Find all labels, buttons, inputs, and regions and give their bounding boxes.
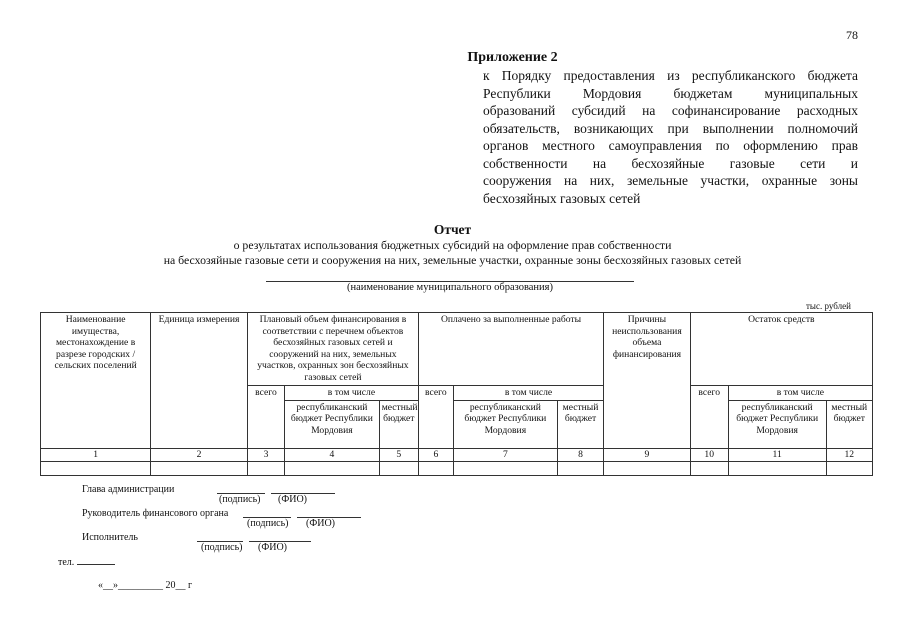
report-subtitle: о результатах использования бюджетных субсидий на оформление прав собственности xyxy=(233,238,672,252)
appendix-line: Республики Мордовия бюджетам муниципальных xyxy=(483,85,858,101)
header-rep-budget: республиканский бюджет Республики Мордовия xyxy=(728,400,826,448)
column-number: 8 xyxy=(557,448,603,461)
column-number: 2 xyxy=(151,448,248,461)
appendix-line: собственности на бесхозяйные газовые сети и xyxy=(483,155,858,171)
column-number: 5 xyxy=(379,448,418,461)
appendix-line: бесхозяйных газовых сетей xyxy=(483,190,641,206)
header-rep-budget: республиканский бюджет Республики Мордовия xyxy=(453,400,557,448)
header-remainder: Остаток средств xyxy=(690,313,872,386)
report-subtitle: на бесхозяйные газовые сети и сооружения на них, земельные участки, охранные зоны бесхозяйных газовых сетей xyxy=(163,253,742,267)
column-number: 12 xyxy=(826,448,872,461)
column-number: 1 xyxy=(41,448,151,461)
column-number: 9 xyxy=(604,448,690,461)
phone-label: тел. xyxy=(58,557,115,568)
appendix-line: образований субсидий на софинансирование расходных xyxy=(483,103,858,118)
header-unit: Единица измерения xyxy=(151,313,248,449)
header-total: всего xyxy=(418,386,453,449)
finance-head-label: Руководитель финансового органа xyxy=(82,508,229,519)
header-local-budget: местный бюджет xyxy=(557,400,603,448)
column-number: 10 xyxy=(690,448,728,461)
header-total: всего xyxy=(690,386,728,449)
header-including: в том числе xyxy=(453,386,603,401)
header-rep-budget: республиканский бюджет Республики Мордовия xyxy=(285,400,380,448)
table-row xyxy=(41,461,873,475)
header-including: в том числе xyxy=(285,386,419,401)
head-label: Глава администрации xyxy=(82,484,175,495)
phone-line xyxy=(77,564,115,565)
header-local-budget: местный бюджет xyxy=(826,400,872,448)
page-number: 78 xyxy=(846,28,858,42)
appendix-title: Приложение 2 xyxy=(467,50,558,65)
units-label: тыс. рублей xyxy=(806,301,851,311)
header-name: Наименование имущества, местонахождение в разрезе городских / сельских поселений xyxy=(41,313,151,449)
appendix-line: сооружения на них, земельные участки, охранные зоны xyxy=(483,173,858,188)
municipality-caption: (наименование муниципального образования) xyxy=(346,282,554,293)
header-total: всего xyxy=(247,386,284,449)
header-including: в том числе xyxy=(728,386,872,401)
fio-caption: (ФИО) xyxy=(306,518,336,529)
appendix-line: к Порядку предоставления из республиканского бюджета xyxy=(483,68,858,83)
date-line: «__»_________ 20__ г xyxy=(98,580,193,591)
appendix-line: обязательств, возникающих при выполнении полномочий xyxy=(483,120,858,136)
header-paid: Оплачено за выполненные работы xyxy=(418,313,603,386)
appendix-line: органов местного самоуправления по оформлению прав xyxy=(483,138,858,153)
executor-label: Исполнитель xyxy=(82,532,138,543)
column-number: 3 xyxy=(247,448,284,461)
signature-caption: (подпись) xyxy=(201,542,243,553)
header-reasons: Причины неиспользования объема финансирования xyxy=(604,313,690,449)
column-number: 6 xyxy=(418,448,453,461)
report-table xyxy=(40,312,873,476)
header-local-budget: местный бюджет xyxy=(379,400,418,448)
fio-caption: (ФИО) xyxy=(278,494,308,505)
fio-caption: (ФИО) xyxy=(258,542,288,553)
column-number: 4 xyxy=(285,448,380,461)
report-title: Отчет xyxy=(433,222,472,237)
column-number: 11 xyxy=(728,448,826,461)
header-planned: Плановый объем финансирования в соответствии с перечнем объектов бесхозяйных газовых сетей и сооружений на них, земельных участков, охранных зон бесхозяйных газовых сетей xyxy=(247,313,418,386)
column-number: 7 xyxy=(453,448,557,461)
signature-caption: (подпись) xyxy=(247,518,289,529)
appendix-text xyxy=(483,67,858,207)
signature-caption: (подпись) xyxy=(219,494,261,505)
